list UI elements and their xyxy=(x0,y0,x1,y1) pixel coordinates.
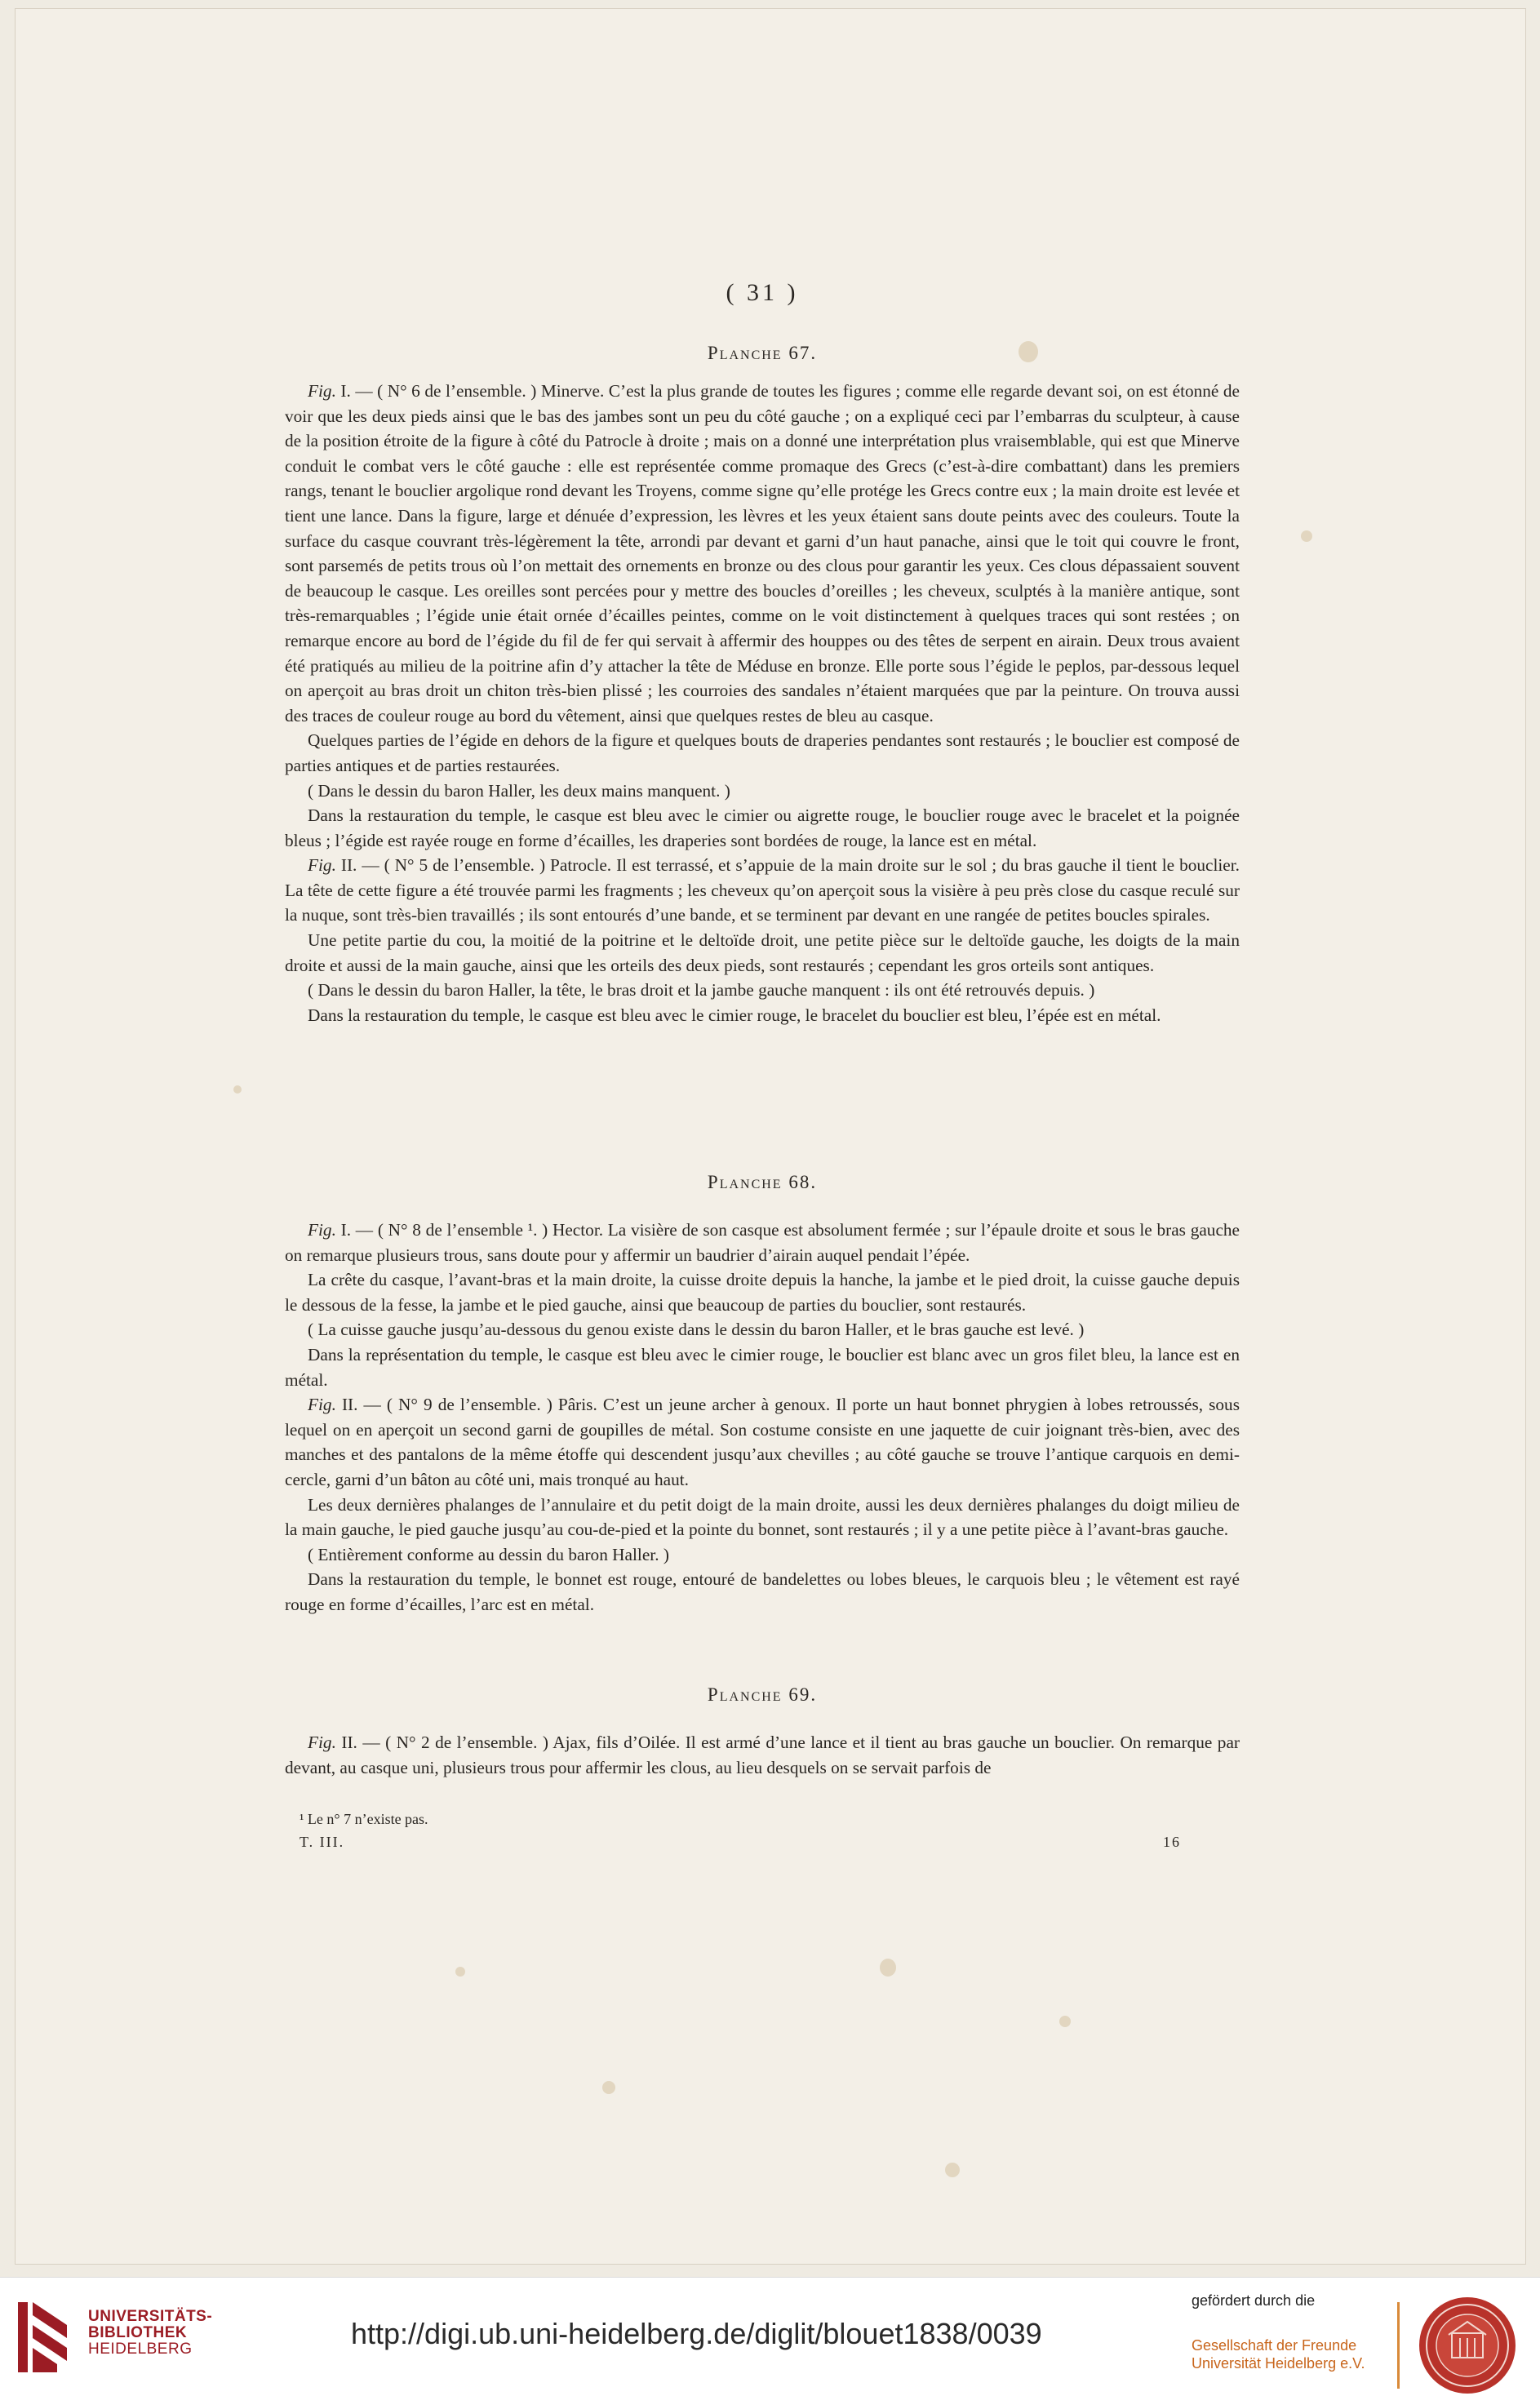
funded-by-label: gefördert durch die xyxy=(1192,2292,1316,2309)
paragraph: Fig. I. — ( N° 6 de l’ensemble. ) Minerve. C’est la plus grande de toutes les figures ; comme elle regarde devant soi, on est étonné de voir que les deux pieds ainsi que le bas des jambes sont un peu du côté gauche ; on a expliqué ceci par l’embarras du sculpteur, à cause de la position étroite de la figure à côté du Patrocle à droite ; mais on a donné une interprétation plus vraisemblable, qui est que Minerve conduit le combat vers le côté gauche : elle est représentée comme promaque des Grecs (c’est-à-dire combattant) dans les premiers rangs, tenant le bouclier argolique rond devant les Troyens, comme signe qu’elle protége les Grecs contre eux ; la main droite est levée et tient une lance. Dans la figure, large et dénuée d’expression, les lèvres et les yeux étaient sans doute peints avec des couleurs. Toute la surface du casque couvrant très-légèrement la tête, arrondi par devant et garni d’un haut panache, ainsi que le toit qui couvre le front, sont parsemés de petits trous où l’on mettait des ornements en bronze ou des clous pour garantir les yeux. Ces clous dépassaient souvent de beaucoup le casque. Les oreilles sont percées pour y mettre des boucles d’oreilles ; les cheveux, sculptés à la manière antique, sont très-remarquables ; l’égide unie était ornée d’écailles peintes, comme on le voit distinctement à quelques traces qui sont restées ; on remarque encore au bord de l’égide du fil de fer qui servait à affermir des houppes ou des têtes de serpent en airain. Deux trous avaient été pratiqués au milieu de la poitrine afin d’y attacher la tête de Méduse en bronze. Elle porte sous l’égide le peplos, par-dessous lequel on aperçoit au bras droit un chiton très-bien plissé ; les courroies des sandales n’étaient marquées que par la peinture. On trouva aussi des traces de couleur rouge au bord du vêtement, ainsi que quelques restes de bleu au casque. xyxy=(285,381,1240,725)
footer-divider xyxy=(1397,2302,1400,2389)
paragraph: Fig. I. — ( N° 8 de l’ensemble ¹. ) Hector. La visière de son casque est absolument fermée ; sur l’épaule droite et sous le bras gauche on remarque plusieurs trous, sans doute pour y affermir un baudrier d’airain auquel pendait l’épée. xyxy=(285,1220,1240,1265)
section-heading: Planche 69. xyxy=(707,1684,818,1705)
section-heading: Planche 68. xyxy=(707,1172,818,1192)
paragraph: Une petite partie du cou, la moitié de la poitrine et le deltoïde droit, une petite pièce sur le deltoïde gauche, les doigts de la main droite et aussi de la main gauche, ainsi que les orteils des deux pieds, sont restaurés ; cependant les gros orteils sont antiques. xyxy=(285,930,1240,975)
section-planche-67 xyxy=(285,343,1240,1027)
paragraph: Fig. II. — ( N° 2 de l’ensemble. ) Ajax, fils d’Oilée. Il est armé d’une lance et il tient au bras gauche un bouclier. On remarque par devant, au casque uni, plusieurs trous pour affermir les clous, au lieu desquels on se servait parfois de xyxy=(285,1733,1240,1777)
section-planche-69 xyxy=(285,1684,1240,1780)
paragraph: ( Entièrement conforme au dessin du baron Haller. ) xyxy=(308,1544,669,1564)
university-seal-icon xyxy=(1418,2296,1517,2395)
viewer-footer-bar xyxy=(0,2277,1540,2396)
section-planche-68 xyxy=(285,1172,1240,1617)
paragraph: Quelques parties de l’égide en dehors de la figure et quelques bouts de draperies pendantes sont restaurés ; le bouclier est composé de parties antiques et de parties restaurées. xyxy=(285,730,1240,775)
paragraph: Dans la restauration du temple, le casque est bleu avec le cimier ou aigrette rouge, le bouclier rouge avec le bracelet et la poignée bleus ; l’égide est rayée rouge en forme d’écailles, les draperies sont bordées de rouge, la lance est en métal. xyxy=(285,805,1240,850)
paragraph: Fig. II. — ( N° 5 de l’ensemble. ) Patrocle. Il est terrassé, et s’appuie de la main droite sur le sol ; du bras gauche il tient le bouclier. La tête de cette figure a été trouvée parmi les fragments ; les cheveux qu’on aperçoit sous la visière à peu près close du casque reculé sur la nuque, sont très-bien travaillés ; ils sont entourés d’une bande, et se terminent par devant en une rangée de petites boucles spirales. xyxy=(285,855,1240,925)
paragraph: ( Dans le dessin du baron Haller, la tête, le bras droit et la jambe gauche manquent : ils ont été retrouvés depuis. ) xyxy=(308,980,1095,1001)
paragraph: ( La cuisse gauche jusqu’au-dessous du genou existe dans le dessin du baron Haller, et le bras gauche est levé. ) xyxy=(308,1320,1085,1340)
sponsor-name: Gesellschaft der Freunde Universität Heidelberg e.V. xyxy=(1192,2337,1365,2372)
paragraph: Les deux dernières phalanges de l’annulaire et du petit doigt de la main droite, aussi les deux dernières phalanges du doigt milieu de la main gauche, le pied gauche jusqu’au cou-de-pied et la pointe du bonnet, sont restaurés ; il y a une petite pièce à l’avant-bras gauche. xyxy=(285,1494,1240,1540)
sheet-number: 16 xyxy=(1163,1834,1181,1850)
section-heading: Planche 67. xyxy=(707,343,818,363)
volume-mark: T. III. xyxy=(300,1834,345,1850)
page-footer xyxy=(285,1808,1181,1853)
paragraph: Dans la représentation du temple, le casque est bleu avec le cimier rouge, le bouclier est blanc avec un gros filet bleu, la lance est en métal. xyxy=(285,1344,1240,1390)
paragraph: Fig. II. — ( N° 9 de l’ensemble. ) Pâris. C’est un jeune archer à genoux. Il porte un haut bonnet phrygien à lobes retroussés, sous lequel on en aperçoit un second garni de goupilles de métal. Son costume consiste en une jaquette de cuir joignant très-bien, avec des manches et des pantalons de la même étoffe qui descendent jusqu’aux chevilles ; au côté gauche se trouve l’antique carquois en demi-cercle, garni d’un bâton au côté uni, mais tronqué au haut. xyxy=(285,1395,1240,1489)
page-number: ( 31 ) xyxy=(726,279,799,306)
university-library-logo-icon xyxy=(18,2302,67,2372)
paragraph: La crête du casque, l’avant-bras et la main droite, la cuisse droite depuis la hanche, la jambe et le pied droit, la cuisse gauche depuis le dessous de la fesse, la jambe et le pied gauche, ainsi que beaucoup de parties du bouclier, sont restaurés. xyxy=(285,1270,1240,1315)
signature-line xyxy=(300,1830,1181,1853)
paragraph: Dans la restauration du temple, le casque est bleu avec le cimier rouge, le bracelet du bouclier est bleu, l’épée est en métal. xyxy=(308,1005,1161,1025)
footnote: ¹ Le n° 7 n’existe pas. xyxy=(300,1811,428,1827)
permalink-url[interactable]: http://digi.ub.uni-heidelberg.de/diglit/blouet1838/0039 xyxy=(351,2317,1042,2350)
paragraph: Dans la restauration du temple, le bonnet est rouge, entouré de bandelettes ou lobes bleues, le carquois bleu ; le vêtement est rayé rouge en forme d’écailles, l’arc est en métal. xyxy=(285,1569,1240,1614)
library-name: UNIVERSITÄTS- BIBLIOTHEK HEIDELBERG xyxy=(88,2308,213,2358)
paragraph: ( Dans le dessin du baron Haller, les deux mains manquent. ) xyxy=(308,780,730,801)
